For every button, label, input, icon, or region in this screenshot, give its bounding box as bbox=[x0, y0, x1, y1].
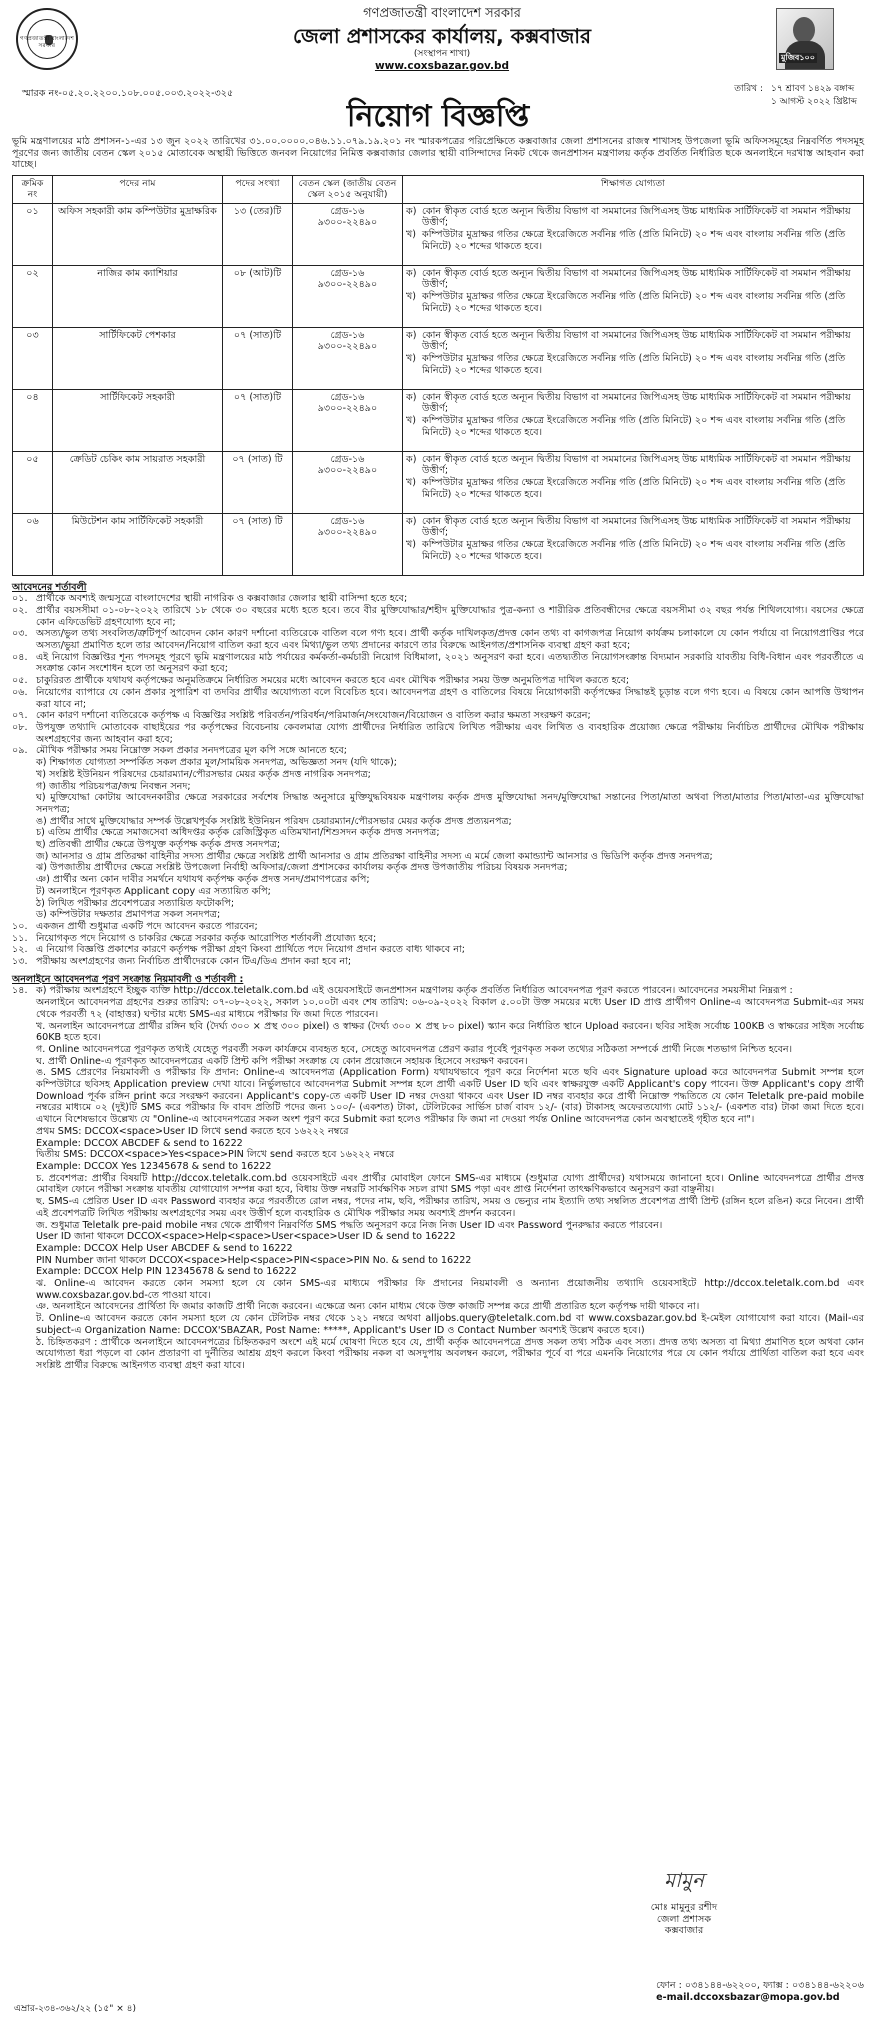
scale: ৯৩০০-২২৪৯০ bbox=[317, 403, 378, 415]
conditions-title: আবেদনের শর্তাবলী bbox=[12, 581, 87, 593]
post-count-cell: ০৮ (আট)টি bbox=[223, 265, 293, 327]
item-number: ১৪. bbox=[12, 985, 28, 997]
qual-mark-a: ক) bbox=[406, 205, 417, 217]
item-number: ০৯. bbox=[12, 745, 28, 757]
qual-a: কোন স্বীকৃত বোর্ড হতে অন্যূন দ্বিতীয় বিভাগ বা সমমানের জিপিএসহ উচ্চ মাধ্যমিক সার্টিফিকেট বা সমমান পরীক্ষায় উত্তীর্ণ; bbox=[422, 329, 851, 353]
serial-cell: ০৫ bbox=[13, 451, 53, 513]
header-post-name: পদের নাম bbox=[53, 176, 223, 203]
document-item: গ) জাতীয় পরিচয়পত্র/জন্ম নিবন্ধন সনদ; bbox=[36, 780, 191, 792]
serial-cell: ০২ bbox=[13, 265, 53, 327]
list-item bbox=[12, 687, 864, 710]
qual-mark-a: ক) bbox=[406, 391, 417, 403]
signatory-designation: জেলা প্রশাসক bbox=[656, 1913, 712, 1925]
item-number: ০৪. bbox=[12, 651, 28, 663]
qual-mark-b: খ) bbox=[406, 538, 417, 550]
online-para: গ. Online আবেদনপত্রে পূরণকৃত তথ্যই যেহেতু পরবর্তী সকল কার্যক্রমে ব্যবহৃত হবে, সেহেতু আবেদনপত্র প্রেরণ করার পূর্বেই পূরণকৃত সকল তথ্যের সঠিকতা সম্পর্কে প্রার্থী নিজে শতভাগ নিশ্চিত হবেন। bbox=[36, 1043, 793, 1055]
document-item: ঝ) উপজাতীয় প্রার্থীদের ক্ষেত্রে সংশ্লিষ্ট উপজেলা নির্বাহী অফিসার/জেলা প্রশাসকের কার্যালয় কর্তৃক প্রদত্ত উপজাতীয় পরিচয় বিষয়ক সনদপত্র; bbox=[36, 862, 568, 874]
email-label: e-mail. bbox=[656, 1991, 694, 2003]
qual-mark-b: খ) bbox=[406, 228, 417, 240]
serial-cell: ০৪ bbox=[13, 389, 53, 451]
post-name-cell: ক্রেডিট চেকিং কাম সায়রাত সহকারী bbox=[53, 451, 223, 513]
post-count-cell: ০৭ (সাত) টি bbox=[223, 451, 293, 513]
post-count-cell: ০৭ (সাত) টি bbox=[223, 513, 293, 575]
header-serial: ক্রমিক নং bbox=[13, 176, 53, 203]
list-item bbox=[12, 933, 864, 945]
header-qualification: শিক্ষাগত যোগ্যতা bbox=[403, 176, 864, 203]
item-text: পরীক্ষায় অংশগ্রহণের জন্য নির্বাচিত প্রার্থীদেরকে কোন টিএ/ডিএ প্রদান করা হবে না; bbox=[36, 956, 352, 968]
grade: গ্রেড-১৬ bbox=[330, 205, 365, 217]
intro-paragraph: ভূমি মন্ত্রণালয়ের মাঠ প্রশাসন-১-এর ১৩ জুন ২০২২ তারিখের ৩১.০০.০০০০.০৪৬.১১.০৭৯.১৯.২০১ নং স্মারকপত্রের পরিপ্রেক্ষিতে কক্সবাজার জেলা প্রশাসনের রাজস্ব শাখাসহ উপজেলা ভূমি অফিসসমূহের নিম্নবর্ণিত পদসমূহ পূরণের জন্য জাতীয় বেতন স্কেল ২০১৫ মোতাবেক অস্থায়ী ভিত্তিতে জনবল নিয়োগের নিমিত্ত কক্সবাজার জেলার স্থায়ী বাসিন্দাদের নিকট থেকে জনপ্রশাসন মন্ত্রণালয় কর্তৃক প্রবর্তিত নির্ধারিত ছকে অনলাইনে দরখাস্ত আহবান করা যাচ্ছে। bbox=[12, 136, 864, 171]
post-name-cell: মিউটেশন কাম সার্টিফিকেট সহকারী bbox=[53, 513, 223, 575]
website-link[interactable]: www.coxsbazar.gov.bd bbox=[374, 60, 510, 73]
document-item: ঞ) প্রার্থীর অন্য কোন দাবীর সমর্থনে যথাযথ কর্তৃপক্ষ কর্তৃক প্রদত্ত সনদ/প্রমাণপত্রের কপি; bbox=[36, 874, 370, 886]
online-para: ঙ. SMS প্রেরণের নিয়মাবলী ও পরীক্ষার ফি প্রদান: Online-এ আবেদনপত্র (Application Form) যথাযথভাবে পূরণ করে নির্দেশনা মতে ছবি এবং Signature upload করে আবেদনপত্র Submit সম্পন্ন হলে কম্পিউটারে ছবিসহ Application preview দেখা যাবে। নির্ভুলভাবে আবেদনপত্র Submit সম্পন্ন হলে প্রার্থী একটি User ID ছবি এবং স্বাক্ষরযুক্ত একটি Applicant's copy পাবেন। উক্ত Applicant's copy প্রার্থী Download পূর্বক রঙ্গিন print করে সংরক্ষণ করবেন। Applicant's copy-তে একটি User ID নম্বর দেওয়া থাকবে এবং User ID নম্বর ব্যবহার করে প্রার্থী নিম্নোক্ত পদ্ধতিতে যে কোন Teletalk pre-paid mobile নম্বরের মাধ্যমে ০২ (দুই)টি SMS করে পরীক্ষার ফি বাবদ প্রতিটি পদের জন্য ১০০/- (একশত) টাকা, টেলিটকের সার্ভিস চার্জ বাবদ ১২/- (বার) টাকাসহ অফেরতযোগ্য মোট ১১২/- (একশত বার) টাকা জমা দিতে হবে। এখানে বিশেষভাবে উল্লেখ্য যে "Online-এ আবেদনপত্রের সকল অংশ পূরণ করে Submit করা হলেও পরীক্ষার ফি জমা না দেওয়া পর্যন্ত Online আবেদনপত্র কোন অবস্থাতেই গৃহীত হবে না"। bbox=[36, 1067, 864, 1126]
item-text: অসত্য/ভুল তথ্য সংবলিত/ত্রুটিপূর্ণ আবেদন কোন কারণ দর্শানো ব্যতিরেকে বাতিল বলে গণ্য হবে। প্রার্থী কর্তৃক দাখিলকৃত/প্রদত্ত কোন তথ্য বা কাগজপত্র নিয়োগ কার্যক্রম চলাকালে যে কোন পর্যায়ে বা নিয়োগপ্রাপ্তির পরে অসত্য/ভুয়া প্রমাণিত হলে তার আবেদন/নিয়োগ বাতিল করা হবে এবং মিথ্যা/ভুল তথ্য প্রদানের কারণে তার বিরুদ্ধে আইনগত/প্রশাসনিক ব্যবস্থা গ্রহণ করা হবে; bbox=[36, 628, 864, 652]
signature-block bbox=[604, 1868, 764, 1937]
date-bangla: ১৭ শ্রাবণ ১৪২৯ বঙ্গাব্দ bbox=[771, 84, 855, 94]
conditions-list bbox=[12, 593, 864, 968]
table-row bbox=[13, 265, 864, 327]
list-item bbox=[12, 593, 864, 605]
qualification-cell bbox=[403, 327, 864, 389]
scale: ৯৩০০-২২৪৯০ bbox=[317, 279, 378, 291]
pay-scale-cell bbox=[293, 327, 403, 389]
qual-mark-a: ক) bbox=[406, 515, 417, 527]
list-item bbox=[12, 605, 864, 628]
qualification-cell bbox=[403, 451, 864, 513]
date-label: তারিখ : bbox=[734, 84, 763, 94]
item-number: ১২. bbox=[12, 944, 28, 956]
list-item bbox=[12, 985, 864, 997]
online-para: অনলাইনে আবেদনপত্র গ্রহণের শুরুর তারিখ: ০৭-০৮-২০২২, সকাল ১০.০০টা এবং শেষ তারিখ: ০৬-০৯-২০২২ বিকাল ৫.০০টা উক্ত সময়ের মধ্যে User ID প্রাপ্ত প্রার্থীগণ Online-এ আবেদনপত্র Submit-এর সময় থেকে পরবর্তী ৭২ (বাহাত্তর) ঘণ্টার মধ্যে SMS-এর মাধ্যমে পরীক্ষার ফি জমা দিতে পারবেন। bbox=[36, 997, 864, 1020]
online-para: চ. প্রবেশপত্র: প্রার্থীর বিষয়টি http://dccox.teletalk.com.bd ওয়েবসাইটে এবং প্রার্থীর মোবাইল ফোনে SMS-এর মাধ্যমে (শুধুমাত্র যোগ্য প্রার্থীদের) যথাসময়ে জানানো হবে। Online আবেদনপত্রে প্রার্থীর প্রদত্ত মোবাইল ফোনে পরীক্ষা সংক্রান্ত যাবতীয় যোগাযোগ সম্পন্ন করা হবে, বিধায় উক্ত নম্বরটি সার্বক্ষণিক সচল রাখা SMS পড়া এবং প্রাপ্ত নির্দেশনা তাৎক্ষণিকভাবে অনুসরণ করা বাঞ্ছনীয়। bbox=[36, 1172, 864, 1196]
item-number: ০৮. bbox=[12, 721, 28, 733]
qual-mark-b: খ) bbox=[406, 352, 417, 364]
signatory-name: মোঃ মামুনুর রশীদ bbox=[650, 1902, 718, 1913]
grade: গ্রেড-১৬ bbox=[330, 453, 365, 465]
online-para: ছ. SMS-এ প্রেরিত User ID এবং Password ব্যবহার করে পরবর্তীতে রোল নম্বর, পদের নাম, ছবি, পরীক্ষার তারিখ, সময় ও ভেন্যুর নাম ইত্যাদি তথ্য সম্বলিত প্রবেশপত্র প্রার্থী প্রিন্ট (রঙ্গিন হলে রঙিন) করে নিবেন। প্রার্থী এই প্রবেশপত্রটি লিখিত পরীক্ষায় অংশগ্রহণের সময় এবং উত্তীর্ণ হলে ব্যবহারিক ও মৌখিক পরীক্ষার সময় অবশ্যই প্রদর্শন করবেন। bbox=[36, 1196, 864, 1219]
post-count-cell: ০৭ (সাত)টি bbox=[223, 327, 293, 389]
item-number: ০৭. bbox=[12, 710, 28, 722]
item-number: ০২. bbox=[12, 604, 28, 616]
qual-b: কম্পিউটার মুদ্রাক্ষর গতির ক্ষেত্রে ইংরেজিতে সর্বনিম্ন গতি (প্রতি মিনিটে) ২০ শব্দ এবং বাংলায় সর্বনিম্ন গতি (প্রতি মিনিটে) ২০ শব্দের থাকতে হবে। bbox=[422, 414, 846, 438]
table-row bbox=[13, 203, 864, 265]
government-name: গণপ্রজাতন্ত্রী বাংলাদেশ সরকার bbox=[363, 6, 521, 21]
online-para: খ. অনলাইন আবেদনপত্রে প্রার্থীর রঙ্গিন ছবি (দৈর্ঘ্য ৩০০ × প্রস্থ ৩০০ pixel) ও স্বাক্ষর (দৈর্ঘ্য ৩০০ × প্রস্থ ৮০ pixel) স্ক্যান করে নির্ধারিত স্থানে Upload করবেন। ছবির সাইজ সর্বোচ্চ 100KB ও স্বাক্ষরের সাইজ সর্বোচ্চ 60KB হতে হবে। bbox=[36, 1020, 864, 1044]
item-number: ১৩. bbox=[12, 956, 28, 968]
pay-scale-cell bbox=[293, 389, 403, 451]
table-row bbox=[13, 513, 864, 575]
document-item: জ) আনসার ও গ্রাম প্রতিরক্ষা বাহিনীর সদস্য প্রার্থীর ক্ষেত্রে সংশ্লিষ্ট প্রার্থী আনসার ও গ্রাম প্রতিরক্ষা বাহিনীর সদস্য এ মর্মে জেলা কমান্ড্যান্ট আনসার ও ভিডিপি কর্তৃক প্রদত্ত সনদপত্র; bbox=[36, 850, 713, 862]
list-item bbox=[12, 710, 864, 722]
grade: গ্রেড-১৬ bbox=[330, 329, 365, 341]
online-para: জ. শুধুমাত্র Teletalk pre-paid mobile নম্বর থেকে প্রার্থীগণ নিম্নবর্ণিত SMS পদ্ধতি অনুসরণ করে নিজ নিজ User ID এবং Password পুনরুদ্ধার করতে পারবেন। bbox=[36, 1219, 663, 1231]
seal-text: গণপ্রজাতন্ত্রী বাংলাদেশ সরকার bbox=[19, 36, 75, 49]
mujib-badge: মুজিব১০০ bbox=[781, 53, 815, 62]
contact-block bbox=[656, 1980, 864, 2003]
sms-example: Example: DCCOX Help PIN 12345678 & send to 16222 bbox=[36, 1266, 297, 1278]
list-item bbox=[12, 675, 864, 687]
office-name: জেলা প্রশাসকের কার্যালয়, কক্সবাজার bbox=[292, 23, 592, 48]
posts-table bbox=[12, 175, 864, 575]
scale: ৯৩০০-২২৪৯০ bbox=[317, 527, 378, 539]
list-item bbox=[12, 652, 864, 675]
post-name-cell: অফিস সহকারী কাম কম্পিউটার মুদ্রাক্ষরিক bbox=[53, 203, 223, 265]
qual-mark-b: খ) bbox=[406, 476, 417, 488]
online-para: ঞ. অনলাইনে আবেদনের প্রার্থিতা ফি জমার কাজটি প্রার্থী নিজে করবেন। এক্ষেত্রে অন্য কোন মাধ্যম থেকে উক্ত কাজটি সম্পন্ন করে প্রার্থী প্রতারিত হলে কর্তৃপক্ষ দায়ী থাকবে না। bbox=[36, 1301, 700, 1313]
document-item: খ) সংশ্লিষ্ট ইউনিয়ন পরিষদের চেয়ারম্যান/পৌরসভার মেয়র কর্তৃক প্রদত্ত নাগরিক সনদপত্র; bbox=[36, 768, 371, 780]
grade: গ্রেড-১৬ bbox=[330, 391, 365, 403]
date-english: ১ আগস্ট ২০২২ খ্রিষ্টাব্দ bbox=[771, 96, 857, 107]
qual-b: কম্পিউটার মুদ্রাক্ষর গতির ক্ষেত্রে ইংরেজিতে সর্বনিম্ন গতি (প্রতি মিনিটে) ২০ শব্দ এবং বাংলায় সর্বনিম্ন গতি (প্রতি মিনিটে) ২০ শব্দের থাকতে হবে। bbox=[422, 476, 846, 500]
scale: ৯৩০০-২২৪৯০ bbox=[317, 341, 378, 353]
post-name-cell: নাজির কাম ক্যাশিয়ার bbox=[53, 265, 223, 327]
sms-instruction: প্রথম SMS: DCCOX<space>User ID লিখে send করতে হবে ১৬২২২ নম্বরে bbox=[36, 1125, 349, 1137]
serial-cell: ০৩ bbox=[13, 327, 53, 389]
item-text: এই নিয়োগ বিজ্ঞপ্তির শূন্য পদসমূহ পূরণে ভূমি মন্ত্রণালয়ের মাঠ পর্যায়ের কর্মকর্তা-কর্মচারী নিয়োগ বিধিমালা, ২০২১ অনুসরণ করা হবে। এতদ্ব্যতীত নিয়োগসংক্রান্ত বিদ্যমান সরকারি যাবতীয় বিধি-বিধান এবং পরবর্তীতে এ সংক্রান্ত কোন সংশোধন হলে তা অনুসরণ করা হবে; bbox=[36, 651, 864, 675]
list-item bbox=[12, 722, 864, 745]
document-item: চ) এতিম প্রার্থীর ক্ষেত্রে সমাজসেবা অধিদপ্তর কর্তৃক রেজিস্ট্রিকৃত এতিমখানা/শিশুসদন কর্তৃক প্রদত্ত সনদপত্র; bbox=[36, 827, 440, 839]
document-item: ঙ) প্রার্থীর সাথে মুক্তিযোদ্ধার সম্পর্ক উল্লেখপূর্বক সংশ্লিষ্ট ইউনিয়ন পরিষদ চেয়ারম্যান/পৌরসভার মেয়র কর্তৃক প্রদত্ত প্রত্যয়নপত্র; bbox=[36, 815, 512, 827]
table-row bbox=[13, 327, 864, 389]
signatory-place: কক্সবাজার bbox=[664, 1925, 704, 1937]
sms-example: Example: DCCOX ABCDEF & send to 16222 bbox=[36, 1137, 243, 1149]
item-text: চাকুরিরত প্রার্থীকে যথাযথ কর্তৃপক্ষের অনুমতিক্রমে নির্ধারিত সময়ের মধ্যে আবেদন করতে হবে এবং মৌখিক পরীক্ষার সময় উক্ত অনুমতিপত্র দাখিল করতে হবে; bbox=[36, 675, 630, 687]
grade: গ্রেড-১৬ bbox=[330, 267, 365, 279]
item-text: প্রার্থীর বয়সসীমা ০১-০৮-২০২২ তারিখে ১৮ থেকে ৩০ বছরের মধ্যে হতে হবে। তবে বীর মুক্তিযোদ্ধার/শহীদ মুক্তিযোদ্ধার পুত্র-কন্যা ও শারীরিক প্রতিবন্ধীদের ক্ষেত্রে বয়সসীমা ৩২ বছর পর্যন্ত শিথিলযোগ্য। বয়সের ক্ষেত্রে কোন এফিডেভিট গ্রহণযোগ্য হবে না; bbox=[36, 604, 864, 628]
pay-scale-cell bbox=[293, 451, 403, 513]
online-para: ঠ. চিহ্নিতকরণ : প্রার্থীকে অনলাইনে আবেদনপত্রের চিহ্নিতকরণ অংশে এই মর্মে ঘোষণা দিতে হবে যে, প্রার্থী কর্তৃক আবেদনপত্রে প্রদত্ত সকল তথ্য সঠিক এবং সত্য। প্রদত্ত তথ্য অসত্য বা মিথ্যা প্রমাণিত হলে অথবা কোন অযোগ্যতা ধরা পড়লে বা কোন প্রতারণা বা দুর্নীতির আশ্রয় গ্রহণ করলে কিংবা পরীক্ষায় নকল বা অসদুপায় অবলম্বন করলে, পরীক্ষার পূর্বে বা পরে এমনকি নিয়োগের পরে যে কোন পর্যায়ে প্রার্থিতা বাতিল করা হবে এবং সংশ্লিষ্ট প্রার্থীর বিরুদ্ধে আইনগত ব্যবস্থা গ্রহণ করা যাবে। bbox=[36, 1336, 864, 1371]
signature-scrawl: মামুন bbox=[664, 1868, 704, 1892]
qual-mark-a: ক) bbox=[406, 329, 417, 341]
online-para: ট. Online-এ আবেদন করতে কোন সমস্যা হলে যে কোন টেলিটক নম্বর থেকে ১২১ নম্বরে অথবা alljobs.query@teletalk.com.bd বা www.coxsbazar.gov.bd ই-মেইল যোগাযোগ করা যাবে। (Mail-এর subject-এ Organization Name: DCCOX'SBAZAR, Post Name: *****, Applicant's User ID ও Contact Number অবশ্যই উল্লেখ করতে হবে।) bbox=[36, 1313, 864, 1336]
item-number: ০৩. bbox=[12, 628, 28, 640]
item-text: নিয়োগের ব্যাপারে যে কোন প্রকার সুপারিশ বা তদবির প্রার্থীর অযোগ্যতা বলে বিবেচিত হবে। আবেদনপত্র গ্রহণ ও বাতিলের বিষয়ে নিয়োগকারী কর্তৃপক্ষের সিদ্ধান্তই চূড়ান্ত বলে গণ্য হবে। এ বিষয়ে কোন আপত্তি উত্থাপন করা যাবে না; bbox=[36, 686, 864, 710]
serial-cell: ০১ bbox=[13, 203, 53, 265]
qual-b: কম্পিউটার মুদ্রাক্ষর গতির ক্ষেত্রে ইংরেজিতে সর্বনিম্ন গতি (প্রতি মিনিটে) ২০ শব্দ এবং বাংলায় সর্বনিম্ন গতি (প্রতি মিনিটে) ২০ শব্দের থাকতে হবে। bbox=[422, 538, 846, 562]
qual-mark-a: ক) bbox=[406, 453, 417, 465]
qual-mark-b: খ) bbox=[406, 414, 417, 426]
qual-mark-a: ক) bbox=[406, 267, 417, 279]
document-item: ড) কম্পিউটার দক্ষতার প্রমাণপত্র সকল সনদপত্র; bbox=[36, 909, 221, 921]
document-item: ঘ) মুক্তিযোদ্ধা কোটায় আবেদনকারীর ক্ষেত্রে সরকারের সর্বশেষ সিদ্ধান্ত অনুসারে মুক্তিযুদ্ধবিষয়ক মন্ত্রণালয় কর্তৃক প্রদত্ত মুক্তিযোদ্ধা সনদ/মুক্তিযোদ্ধা সন্তানের পিতা/মাতা অথবা পিতা/মাতার পিতা/মাতা-এর মুক্তিযোদ্ধা সনদপত্র; bbox=[36, 792, 864, 815]
sms-example: Example: DCCOX Help User ABCDEF & send to 16222 bbox=[36, 1242, 293, 1254]
qual-a: কোন স্বীকৃত বোর্ড হতে অন্যূন দ্বিতীয় বিভাগ বা সমমানের জিপিএসহ উচ্চ মাধ্যমিক সার্টিফিকেট বা সমমান পরীক্ষায় উত্তীর্ণ; bbox=[422, 453, 851, 477]
pay-scale-cell bbox=[293, 203, 403, 265]
list-item bbox=[12, 944, 864, 956]
item-text: নিয়োগকৃত পদে নিয়োগ ও চাকরির ক্ষেত্রে সরকার কর্তৃক আরোপিত শর্তাবলী প্রযোজ্য হবে; bbox=[36, 932, 377, 944]
scale: ৯৩০০-২২৪৯০ bbox=[317, 465, 378, 477]
email-link[interactable]: dccoxsbazar@mopa.gov.bd bbox=[693, 1991, 840, 2003]
online-para: ঘ. প্রার্থী Online-এ পূরণকৃত আবেদনপত্রের একটি প্রিন্ট কপি পরীক্ষা সংক্রান্ত যে কোন প্রয়োজনে সহায়ক হিসেবে সংরক্ষণ করবেন। bbox=[36, 1055, 528, 1067]
header bbox=[12, 6, 864, 132]
list-item bbox=[12, 745, 864, 757]
notice-title: নিয়োগ বিজ্ঞপ্তি bbox=[346, 99, 530, 134]
table-header-row bbox=[13, 176, 864, 203]
item-text: উপযুক্ত তথ্যাদি মোতাবেক বাছাইয়ের পর কর্তৃপক্ষের বিবেচনায় কেবলমাত্র যোগ্য প্রার্থীদের নির্ধারিত তারিখে লিখিত পরীক্ষায় এবং লিখিত ও ব্যবহারিক প্রয়োজ্য ক্ষেত্রে পরীক্ষায় নির্বাচিত প্রার্থীদের মৌখিক পরীক্ষায় অংশগ্রহণের জন্য আহবান করা হবে; bbox=[36, 721, 864, 745]
mujib-portrait-icon bbox=[776, 8, 834, 70]
serial-cell: ০৬ bbox=[13, 513, 53, 575]
online-rules bbox=[12, 985, 864, 1371]
item-text: মৌখিক পরীক্ষার সময় নিম্নোক্ত সকল প্রকার সনদপত্রের মূল কপি সঙ্গে আনতে হবে; bbox=[36, 745, 348, 757]
qualification-cell bbox=[403, 203, 864, 265]
table-row bbox=[13, 451, 864, 513]
pay-scale-cell bbox=[293, 265, 403, 327]
document-item: ঠ) লিখিত পরীক্ষার প্রবেশপত্রের সত্যায়িত ফটোকপি; bbox=[36, 897, 235, 909]
list-item bbox=[12, 956, 864, 968]
government-seal-icon bbox=[16, 8, 78, 70]
post-name-cell: সার্টিফিকেট সহকারী bbox=[53, 389, 223, 451]
qual-b: কম্পিউটার মুদ্রাক্ষর গতির ক্ষেত্রে ইংরেজিতে সর্বনিম্ন গতি (প্রতি মিনিটে) ২০ শব্দ এবং বাংলায় সর্বনিম্ন গতি (প্রতি মিনিটে) ২০ শব্দের থাকতে হবে। bbox=[422, 228, 846, 252]
sms-instruction: দ্বিতীয় SMS: DCCOX<space>Yes<space>PIN লিখে send করতে হবে ১৬২২২ নম্বরে bbox=[36, 1149, 395, 1161]
online-para: ঝ. Online-এ আবেদন করতে কোন সমস্যা হলে যে কোন SMS-এর মাধ্যমে পরীক্ষার ফি প্রদানের নিয়মাবলী ও অন্যান্য প্রয়োজনীয় তথ্যাদি ওয়েবসাইটে http://dccox.teletalk.com.bd এবং www.coxsbazar.gov.bd-তে পাওয়া যাবে। bbox=[36, 1278, 864, 1301]
header-pay-scale: বেতন স্কেল (জাতীয় বেতন স্কেল ২০১৫ অনুযায়ী) bbox=[293, 176, 403, 203]
qualification-cell bbox=[403, 389, 864, 451]
item-number: ১০. bbox=[12, 920, 28, 932]
scale: ৯৩০০-২২৪৯০ bbox=[317, 217, 378, 229]
qual-b: কম্পিউটার মুদ্রাক্ষর গতির ক্ষেত্রে ইংরেজিতে সর্বনিম্ন গতি (প্রতি মিনিটে) ২০ শব্দ এবং বাংলায় সর্বনিম্ন গতি (প্রতি মিনিটে) ২০ শব্দের থাকতে হবে। bbox=[422, 352, 846, 376]
sms-instruction: User ID জানা থাকলে DCCOX<space>Help<space>User<space>User ID & send to 16222 bbox=[36, 1231, 456, 1243]
grade: গ্রেড-১৬ bbox=[330, 515, 365, 527]
table-row bbox=[13, 389, 864, 451]
list-item bbox=[12, 628, 864, 651]
qualification-cell bbox=[403, 265, 864, 327]
document-item: ছ) প্রতিবন্ধী প্রার্থীর ক্ষেত্রে উপযুক্ত কর্তৃপক্ষ কর্তৃক প্রদত্ত সনদপত্র; bbox=[36, 839, 281, 851]
post-name-cell: সার্টিফিকেট পেশকার bbox=[53, 327, 223, 389]
item-text: একজন প্রার্থী শুধুমাত্র একটি পদে আবেদন করতে পারবেন; bbox=[36, 920, 258, 932]
item-number: ০৫. bbox=[12, 675, 28, 687]
ad-code: এম্রার-২৩৪-৩৬২/২২ (১৫" × ৪) bbox=[14, 2004, 136, 2014]
list-item bbox=[12, 921, 864, 933]
qual-a: কোন স্বীকৃত বোর্ড হতে অন্যূন দ্বিতীয় বিভাগ বা সমমানের জিপিএসহ উচ্চ মাধ্যমিক সার্টিফিকেট বা সমমান পরীক্ষায় উত্তীর্ণ; bbox=[422, 267, 851, 291]
item-number: ১১. bbox=[12, 932, 28, 944]
branch-name: (সংস্থাপন শাখা) bbox=[413, 49, 471, 60]
memo-number: স্মারক নং-০৫.২০.২২০০.১০৮.০০৫.০০৩.২০২২-৩২৫ bbox=[22, 88, 234, 99]
document-item: ট) অনলাইনে পূরণকৃত Applicant copy এর সত্যায়িত কপি; bbox=[36, 885, 271, 897]
phone-fax: ফোন : ০৩৪১৪৪-৬২২০০, ফ্যাক্স : ০৩৪১৪৪-৬২২০৬ bbox=[656, 1980, 864, 1991]
document-item: ক) শিক্ষাগত যোগ্যতা সম্পর্কিত সকল প্রকার মূল/সাময়িক সনদপত্র, অভিজ্ঞতা সনদ (যদি থাকে); bbox=[36, 757, 397, 769]
item-text: প্রার্থীকে অবশ্যই জন্মসূত্রে বাংলাদেশের স্থায়ী নাগরিক ও কক্সবাজার জেলার স্থায়ী বাসিন্দা হতে হবে; bbox=[36, 593, 408, 605]
sms-instruction: PIN Number জানা থাকলে DCCOX<space>Help<space>PIN<space>PIN No. & send to 16222 bbox=[36, 1254, 472, 1266]
item-text: ক) পরীক্ষায় অংশগ্রহণে ইচ্ছুক ব্যক্তি http://dccox.teletalk.com.bd এই ওয়েবসাইটে জনপ্রশাসন মন্ত্রণালয় কর্তৃক প্রবর্তিত নির্ধারিত আবেদনপত্র পূরণ করতে পারবেন। আবেদনের সময়সীমা নিম্নরূপ : bbox=[36, 985, 793, 997]
qual-a: কোন স্বীকৃত বোর্ড হতে অন্যূন দ্বিতীয় বিভাগ বা সমমানের জিপিএসহ উচ্চ মাধ্যমিক সার্টিফিকেট বা সমমান পরীক্ষায় উত্তীর্ণ; bbox=[422, 515, 851, 539]
post-count-cell: ০৭ (সাত)টি bbox=[223, 389, 293, 451]
header-post-count: পদের সংখ্যা bbox=[223, 176, 293, 203]
qual-a: কোন স্বীকৃত বোর্ড হতে অন্যূন দ্বিতীয় বিভাগ বা সমমানের জিপিএসহ উচ্চ মাধ্যমিক সার্টিফিকেট বা সমমান পরীক্ষায় উত্তীর্ণ; bbox=[422, 391, 851, 415]
pay-scale-cell bbox=[293, 513, 403, 575]
item-text: এ নিয়োগ বিজ্ঞপ্তি প্রকাশের কারণে কর্তৃপক্ষ পরীক্ষা গ্রহণ কিংবা প্রার্থিতে পদে নিয়োগ প্রদান করতে বাধ্য থাকবে না; bbox=[36, 944, 466, 956]
qual-mark-b: খ) bbox=[406, 290, 417, 302]
item-number: ০১. bbox=[12, 593, 28, 605]
online-rules-title: অনলাইনে আবেদনপত্র পূরণ সংক্রান্ত নিয়মাবলী ও শর্তাবলী : bbox=[12, 973, 244, 985]
qualification-cell bbox=[403, 513, 864, 575]
item-text: কোন কারণ দর্শানো ব্যতিরেকে কর্তৃপক্ষ এ বিজ্ঞপ্তির সংশ্লিষ্ট পরিবর্তন/পরিবর্ধন/পরিমার্জন/সংযোজন/বিয়োজন ও বাতিল করার ক্ষমতা সংরক্ষণ করেন; bbox=[36, 710, 591, 722]
qual-a: কোন স্বীকৃত বোর্ড হতে অন্যূন দ্বিতীয় বিভাগ বা সমমানের জিপিএসহ উচ্চ মাধ্যমিক সার্টিফিকেট বা সমমান পরীক্ষায় উত্তীর্ণ; bbox=[422, 205, 851, 229]
post-count-cell: ১৩ (তের)টি bbox=[223, 203, 293, 265]
sms-example: Example: DCCOX Yes 12345678 & send to 16222 bbox=[36, 1161, 272, 1172]
qual-b: কম্পিউটার মুদ্রাক্ষর গতির ক্ষেত্রে ইংরেজিতে সর্বনিম্ন গতি (প্রতি মিনিটে) ২০ শব্দ এবং বাংলায় সর্বনিম্ন গতি (প্রতি মিনিটে) ২০ শব্দের থাকতে হবে। bbox=[422, 290, 846, 314]
item-number: ০৬. bbox=[12, 686, 28, 698]
